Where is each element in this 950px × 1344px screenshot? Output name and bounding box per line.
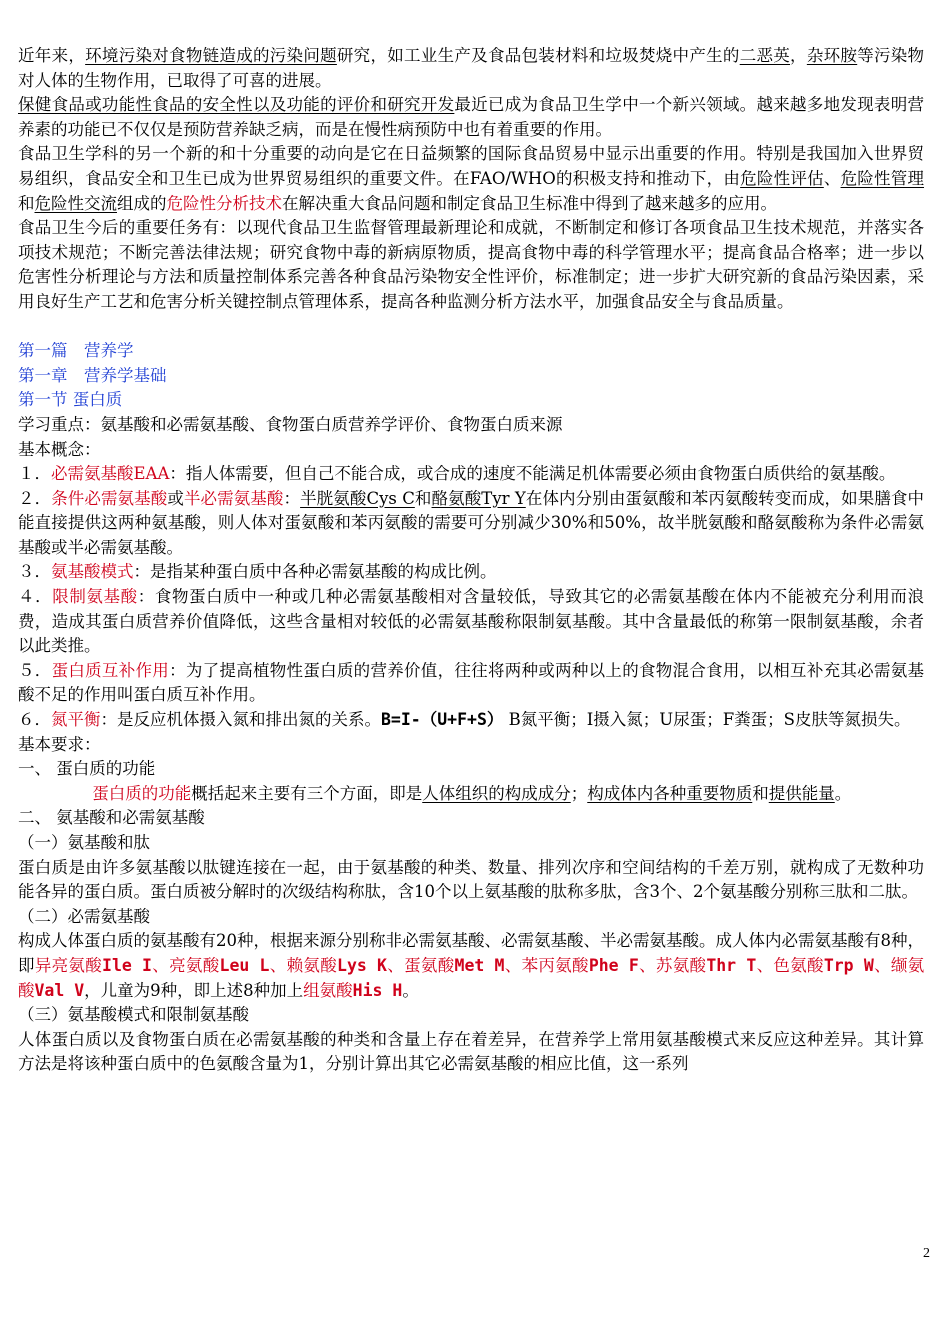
heading-chapter: 第一章 营养学基础: [18, 365, 167, 385]
underlined-term: 半胱氨酸Cys C: [300, 488, 415, 508]
subsection-title-pattern: （三）氨基酸模式和限制氨基酸: [18, 1005, 249, 1025]
concept-definition: ：为了提高植物性蛋白质的营养价值，往往将两种或两种以上的食物混合食用，以相互补充其必需氨基酸不足的作用叫蛋白质互补作用。: [18, 660, 925, 705]
text-run: ；: [570, 783, 588, 803]
basic-requirements-label: 基本要求：: [18, 734, 101, 754]
paragraph-future-tasks: 食品卫生今后的重要任务有：以现代食品卫生监督管理最新理论和成就，不断制定和修订各项食品卫生技术规范，并落实各项技术规范；不断完善法律法规；研究食物中毒的新病原物质，提高食物中毒的科学管理水平；提高食品合格率；进一步以危害性分析理论与方法和质量控制体系完善各种食品污染物安全性评价，标准制定；进一步扩大研究新的食品污染因素，采用良好生产工艺和危害分析关键控制点管理体系，提高各种监测分析方法水平，加强食品安全与食品质量。: [18, 218, 924, 311]
paragraph-international-trade: [18, 142, 924, 216]
highlighted-term: 危险性分析技术: [166, 193, 282, 213]
section-title-protein-function: 一、 蛋白质的功能: [18, 759, 156, 779]
amino-acid-name: 亮氨酸: [169, 955, 220, 975]
formula: B=I-（U+F+S）: [381, 710, 504, 730]
underlined-term: 环境污染对食物链造成的污染问题: [85, 46, 337, 65]
item-number: ４．: [18, 587, 53, 607]
paragraph-functional-food: [18, 93, 924, 142]
underlined-term: 提供能量: [768, 783, 835, 803]
separator: 、: [152, 955, 170, 975]
concept-item-1: [18, 462, 924, 487]
concept-item-2: [18, 487, 924, 561]
concept-term: 蛋白质互补作用: [51, 660, 170, 680]
text-run: B氮平衡；I摄入氮；U尿蛋；F粪蛋；S皮肤等氮损失。: [503, 710, 911, 730]
heading-section: 第一节 蛋白质: [18, 390, 123, 410]
text-run: ，: [790, 46, 807, 65]
text-run: 近年来，: [18, 46, 86, 65]
text-run: 、: [823, 168, 841, 188]
concept-item-3: [18, 560, 924, 585]
separator: 、: [269, 955, 287, 975]
study-focus: 学习重点：氨基酸和必需氨基酸、食物蛋白质营养学评价、食物蛋白质来源: [18, 414, 563, 434]
section-title-amino-acids: 二、 氨基酸和必需氨基酸: [18, 808, 205, 828]
text-run: ：: [283, 488, 301, 508]
underlined-term: 杂环胺: [806, 46, 858, 65]
concept-definition: ：指人体需要，但自己不能合成，或合成的速度不能满足机体需要必须由食物蛋白质供给的氨基酸。: [169, 464, 896, 484]
text-run: 和: [18, 193, 35, 213]
text-run: 。: [834, 783, 852, 803]
concept-definition: ：食物蛋白质中一种或几种必需氨基酸相对含量较低，导致其它的必需氨基酸在体内不能被充分利用而浪费，造成其蛋白质营养价值降低，这些含量相对较低的必需氨基酸称限制氨基酸。其中含量最低的称第一限制氨基酸，余者以此类推。: [18, 587, 925, 656]
text-run: 在解决重大食品问题和制定食品卫生标准中得到了越来越多的应用。: [282, 193, 777, 213]
spacer: [18, 315, 924, 340]
text-run: 构成人体蛋白质的氨基酸有20种，根据来源分别称非必需氨基酸、必需氨基酸、半必需氨基酸。成人体内必需氨基酸有8种，即: [18, 931, 924, 975]
item-number: ６．: [18, 710, 51, 730]
underlined-term: 危险性评估: [740, 168, 824, 188]
text-run: 研究，如工业生产及食品包装材料和垃圾焚烧中产生的: [336, 46, 740, 65]
text-run: 等污染物对人体的生物作用，已取得了可喜的进展。: [18, 46, 925, 90]
subsection-title-essential: （二）必需氨基酸: [18, 906, 150, 926]
amino-acid-code: Phe F: [588, 955, 639, 975]
concept-definition: ：是反应机体摄入氮和排出氮的关系。: [100, 710, 381, 730]
heading-part: 第一篇 营养学: [18, 341, 134, 361]
underlined-term: 酪氨酸Tyr Y: [431, 488, 526, 508]
text-run: 组成的: [117, 193, 167, 213]
amino-acid-name: 异亮氨酸: [34, 955, 103, 975]
highlighted-term: 蛋白质的功能: [92, 783, 192, 803]
amino-acid-code: His H: [352, 980, 403, 1000]
subsection-title-peptides: （一）氨基酸和肽: [18, 833, 150, 852]
underlined-term: 构成体内各种重要物质: [587, 783, 753, 803]
underlined-term: 危险性交流: [34, 193, 117, 213]
concept-term: 条件必需氨基酸: [51, 488, 168, 508]
underlined-term: 危险性管理: [840, 168, 925, 188]
underlined-term: 保健食品或功能性食品的安全性以及功能的评价和研究开发: [18, 95, 455, 115]
text-run: 食品卫生学科的另一个新的和十分重要的动向是它在日益频繁的国际食品贸易中显示出重要的作用。特别是我国加入世界贸易组织，食品安全和卫生已成为世界贸易组织的重要文件。在FAO/WHO的积极支持和推动下，由: [18, 144, 924, 188]
concept-term: 半必需氨基酸: [183, 488, 284, 508]
text-run: 。: [402, 980, 419, 1000]
item-number: ２．: [18, 488, 52, 508]
text-run: 或: [167, 488, 184, 508]
amino-acid-name: 组氨酸: [303, 980, 353, 1000]
amino-acid-code: Trp W: [823, 955, 874, 975]
document-page: [18, 44, 924, 1077]
paragraph-amino-acid-pattern: 人体蛋白质以及食物蛋白质在必需氨基酸的种类和含量上存在着差异，在营养学上常用氨基酸模式来反应这种差异。其计算方法是将该种蛋白质中的色氨酸含量为1，分别计算出其它必需氨基酸的相应比值，这一系列: [18, 1029, 924, 1074]
item-number: ５．: [18, 660, 52, 680]
concept-term: 必需氨基酸EAA: [51, 464, 170, 484]
text-run: 最近已成为食品卫生学中一个新兴领域。越来越多地发现表明营养素的功能已不仅仅是预防营养缺乏病，而是在慢性病预防中也有着重要的作用。: [18, 95, 925, 139]
paragraph-protein-function: [18, 782, 924, 807]
concept-item-6: [18, 708, 924, 733]
separator: 、: [638, 955, 656, 975]
concept-item-5: [18, 659, 924, 708]
underlined-term: 二恶英: [739, 46, 791, 65]
amino-acid-name: 苯丙氨酸: [521, 955, 589, 975]
amino-acid-name: 蛋氨酸: [404, 955, 455, 975]
amino-acid-code: Leu L: [219, 955, 270, 975]
amino-acid-name: 缬氨酸: [18, 955, 925, 1000]
separator: 、: [387, 955, 405, 975]
amino-acid-code: Met M: [454, 955, 505, 975]
item-number: ３．: [18, 562, 51, 582]
text-run: 和: [752, 783, 769, 803]
concept-term: 氨基酸模式: [51, 562, 134, 582]
amino-acid-code: Thr T: [706, 955, 757, 975]
page-number: 2: [923, 1246, 930, 1261]
text-run: ，儿童为9种，即上述8种加上: [84, 980, 304, 1000]
paragraph-pollution-research: [18, 44, 924, 93]
concept-term: 限制氨基酸: [52, 587, 138, 607]
separator: 、: [756, 955, 774, 975]
text-run: 概括起来主要有三个方面，即是: [191, 783, 423, 803]
separator: 、: [504, 955, 522, 975]
concept-item-4: [18, 585, 924, 659]
amino-acid-code: Ile I: [102, 955, 152, 975]
concept-definition: ：是指某种蛋白质中各种必需氨基酸的构成比例。: [133, 562, 497, 582]
paragraph-essential-amino-acids: [18, 929, 924, 1003]
amino-acid-code: Lys K: [337, 955, 387, 975]
amino-acid-name: 色氨酸: [773, 955, 824, 975]
separator: 、: [873, 955, 891, 975]
concept-term: 氮平衡: [51, 710, 101, 730]
basic-concepts-label: 基本概念：: [18, 439, 101, 459]
paragraph-peptides: 蛋白质是由许多氨基酸以肽键连接在一起，由于氨基酸的种类、数量、排列次序和空间结构的千差万别，就构成了无数种功能各异的蛋白质。蛋白质被分解时的次级结构称肽，含10个以上氨基酸的肽称多肽，含3个、2个氨基酸分别称三肽和二肽。: [18, 857, 924, 902]
underlined-term: 人体组织的构成成分: [422, 783, 571, 803]
amino-acid-name: 赖氨酸: [286, 955, 338, 975]
amino-acid-code: Val V: [34, 980, 85, 1000]
amino-acid-name: 苏氨酸: [655, 955, 707, 975]
item-number: １．: [18, 464, 51, 484]
concept-definition: 在体内分别由蛋氨酸和苯丙氨酸转变而成，如果膳食中能直接提供这两种氨基酸，则人体对蛋氨酸和苯丙氨酸的需要可分别减少30%和50%，故半胱氨酸和酪氨酸称为条件必需氨基酸或半必需氨基酸。: [18, 488, 925, 557]
text-run: 和: [414, 488, 432, 508]
